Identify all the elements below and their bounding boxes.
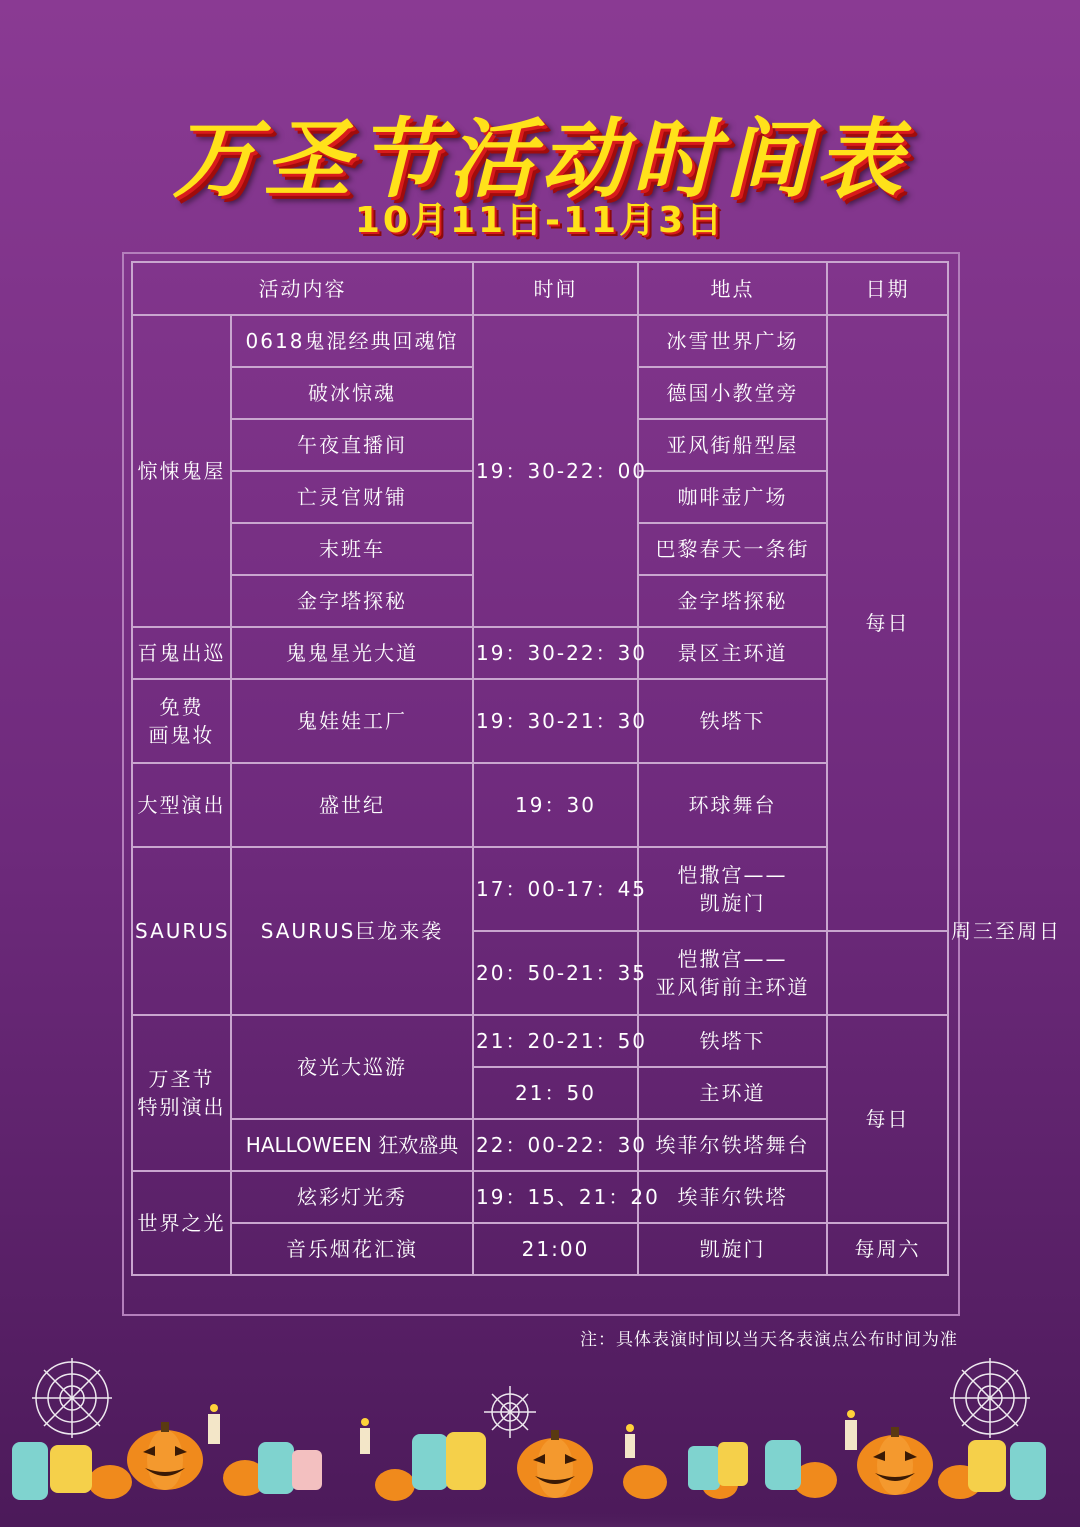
activity-time: 21:00 — [473, 1223, 638, 1275]
activity-place: 巴黎春天一条街 — [638, 523, 827, 575]
table-row — [132, 1171, 948, 1223]
activity-name: 末班车 — [231, 523, 473, 575]
table-row: SAURUS SAURUS巨龙来袭 17：00-17：45 恺撒宫—— 凯旋门 周三至周日 — [132, 847, 948, 931]
activity-place: 铁塔下 — [638, 679, 827, 763]
place-line: 恺撒宫—— — [677, 863, 788, 887]
activity-place: 埃菲尔铁塔 — [638, 1171, 827, 1223]
activity-place: 亚风街船型屋 — [638, 419, 827, 471]
activity-name: 音乐烟花汇演 — [231, 1223, 473, 1275]
activity-time: 19：30-22：30 — [473, 627, 638, 679]
activity-time: 19：30-21：30 — [473, 679, 638, 763]
activity-time: 21：20-21：50 — [473, 1015, 638, 1067]
category-saurus: SAURUS — [132, 847, 231, 1015]
activity-date: 每周六 — [827, 1223, 948, 1275]
activity-place: 铁塔下 — [638, 1015, 827, 1067]
activity-place: 德国小教堂旁 — [638, 367, 827, 419]
table-row — [132, 1015, 948, 1067]
activity-time: 21：50 — [473, 1067, 638, 1119]
category-haunted: 惊悚鬼屋 — [132, 315, 231, 627]
header-time: 时间 — [473, 262, 638, 315]
category-parade: 百鬼出巡 — [132, 627, 231, 679]
category-show: 大型演出 — [132, 763, 231, 847]
place-line: 凯旋门 — [699, 891, 766, 915]
activity-name: 炫彩灯光秀 — [231, 1171, 473, 1223]
activity-place: 主环道 — [638, 1067, 827, 1119]
category-line: 万圣节 — [148, 1067, 215, 1091]
activity-place: 咖啡壶广场 — [638, 471, 827, 523]
activity-name: 亡灵官财铺 — [231, 471, 473, 523]
activity-place: 凯旋门 — [638, 1223, 827, 1275]
header-date: 日期 — [827, 262, 948, 315]
activity-time: 20：50-21：35 — [473, 931, 638, 1015]
activity-place: 埃菲尔铁塔舞台 — [638, 1119, 827, 1171]
schedule-table — [131, 261, 1061, 1276]
header-activity: 活动内容 — [132, 262, 473, 315]
activity-place: 冰雪世界广场 — [638, 315, 827, 367]
table-row — [132, 315, 948, 367]
activity-name: 破冰惊魂 — [231, 367, 473, 419]
activity-name: 午夜直播间 — [231, 419, 473, 471]
activity-name: SAURUS巨龙来袭 — [231, 847, 473, 1015]
activity-place — [638, 847, 827, 931]
table-row — [132, 1223, 948, 1275]
activity-date: 每日 — [827, 1015, 948, 1223]
activity-place — [638, 931, 827, 1015]
page-title: 万圣节活动时间表 — [172, 110, 908, 210]
activity-name: 鬼娃娃工厂 — [231, 679, 473, 763]
activity-time: 19：15、21：20 — [473, 1171, 638, 1223]
activity-time: 19：30-22：00 — [473, 315, 638, 627]
activity-name: HALLOWEEN 狂欢盛典 — [231, 1119, 473, 1171]
table-row — [132, 627, 948, 679]
table-row — [132, 763, 948, 847]
activity-name: 鬼鬼星光大道 — [231, 627, 473, 679]
halloween-decoration-icon — [0, 1350, 1080, 1527]
spider-web-icon — [32, 1358, 1030, 1438]
category-makeup — [132, 679, 231, 763]
category-halloween — [132, 1015, 231, 1171]
header-place: 地点 — [638, 262, 827, 315]
place-line: 恺撒宫—— — [677, 947, 788, 971]
activity-time: 19：30 — [473, 763, 638, 847]
activity-time: 17：00-17：45 — [473, 847, 638, 931]
category-line: 画鬼妆 — [148, 723, 215, 747]
activity-date: 每日 — [827, 315, 948, 931]
activity-name: 夜光大巡游 — [231, 1015, 473, 1119]
activity-place: 景区主环道 — [638, 627, 827, 679]
category-light: 世界之光 — [132, 1171, 231, 1275]
activity-name: 金字塔探秘 — [231, 575, 473, 627]
date-range: 10月11日-11月3日 — [354, 200, 726, 241]
place-line: 亚风街前主环道 — [655, 975, 810, 999]
activity-name: 盛世纪 — [231, 763, 473, 847]
table-row — [132, 1119, 948, 1171]
category-line: 免费 — [159, 695, 204, 719]
activity-name: 0618鬼混经典回魂馆 — [231, 315, 473, 367]
activity-time: 22：00-22：30 — [473, 1119, 638, 1171]
category-line: 特别演出 — [137, 1095, 226, 1119]
footnote: 注：具体表演时间以当天各表演点公布时间为准 — [580, 1330, 958, 1350]
activity-place: 环球舞台 — [638, 763, 827, 847]
activity-place: 金字塔探秘 — [638, 575, 827, 627]
table-row — [132, 679, 948, 763]
header-row — [132, 262, 948, 315]
